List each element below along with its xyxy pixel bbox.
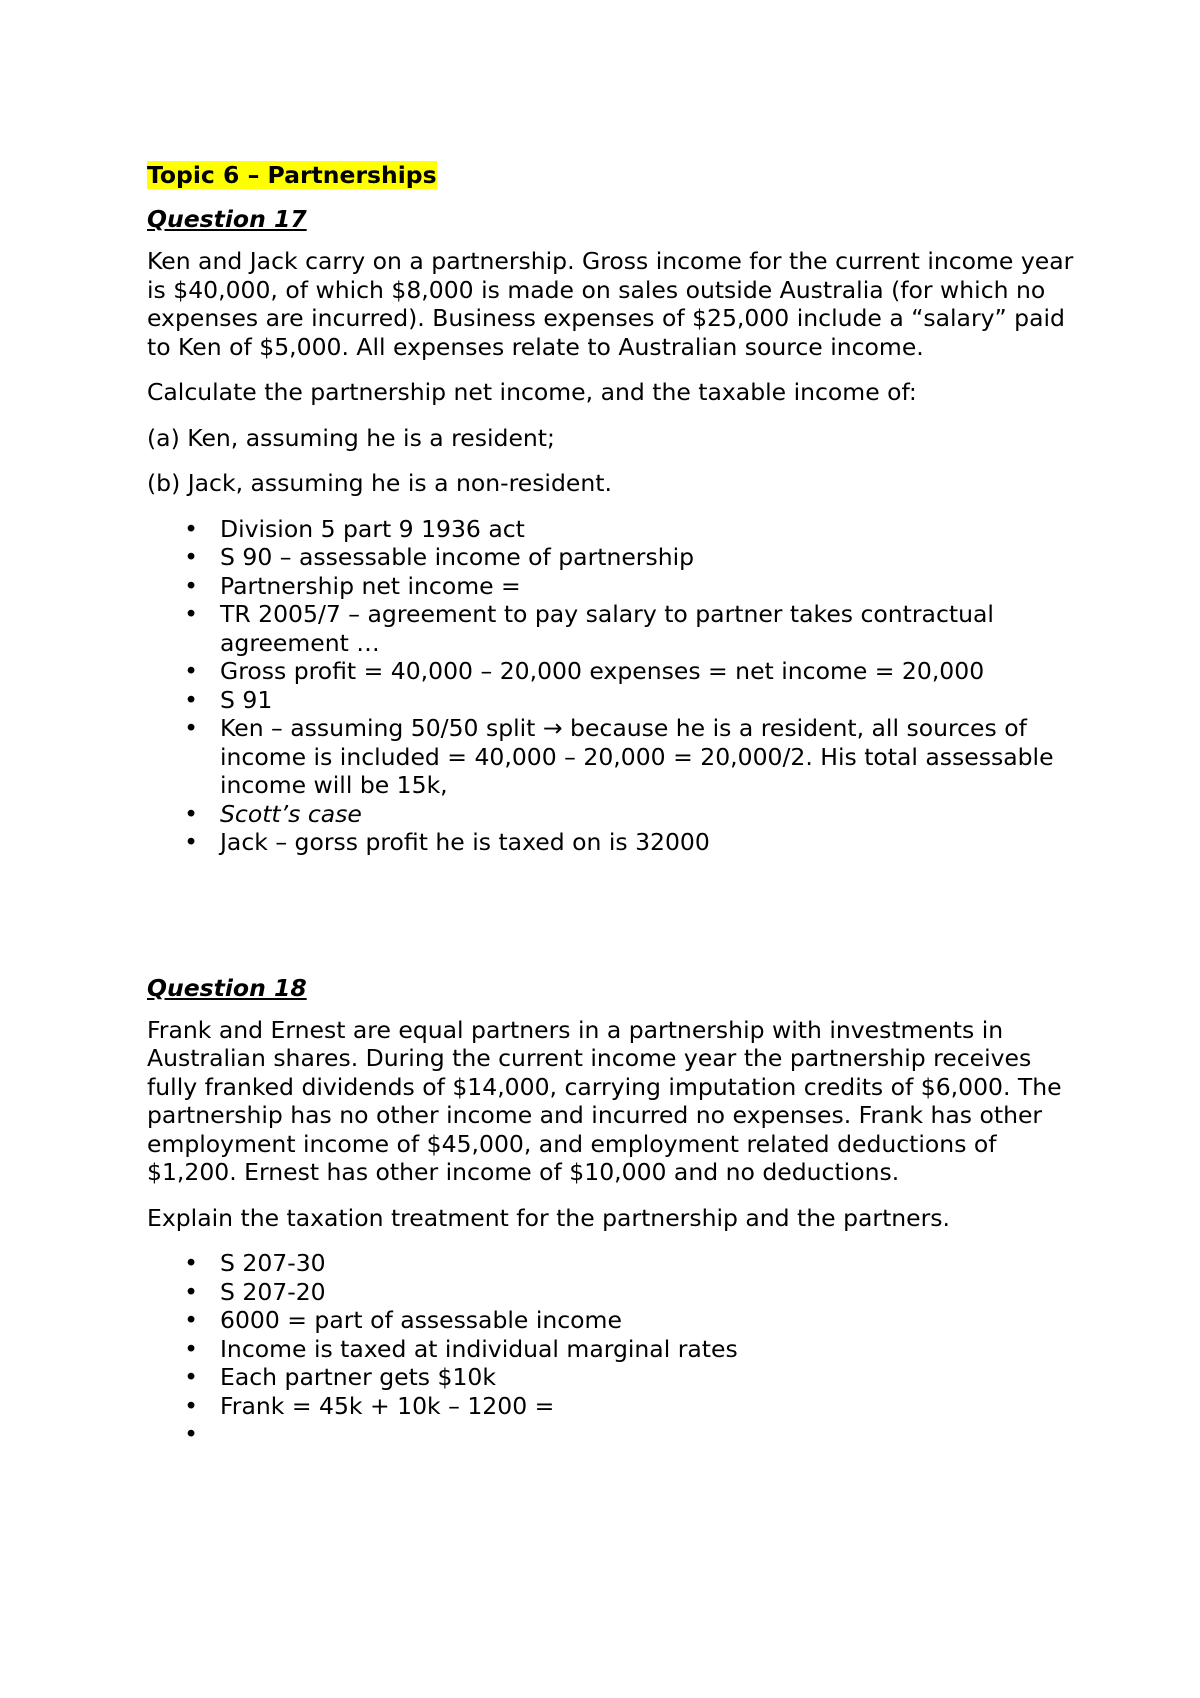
bullet-icon: • [184,799,198,828]
list-item-text: Jack – gorss profit he is taxed on is 32000 [220,828,710,856]
question-18-heading: Question 18 [147,973,307,1002]
bullet-icon: • [184,1391,198,1420]
bullet-icon: • [184,1306,198,1334]
bullet-icon: • [184,1249,198,1277]
list-item-text: Partnership net income = [220,571,521,600]
list-item [147,1249,1077,1278]
topic-heading-text: Topic 6 – Partnerships [147,161,437,189]
question-18-notes [147,1249,1077,1449]
list-item-text: S 91 [220,685,273,714]
list-item-text: Division 5 part 9 1936 act [220,514,525,543]
document-page [147,161,1077,1449]
question-17-heading: Question 17 [147,205,307,233]
list-item [147,572,1077,601]
list-item-text: S 207-20 [220,1277,326,1306]
bullet-icon: • [184,1420,198,1448]
list-item-text: Ken – assuming 50/50 split → because he is a resident, all sources of income is included = 40,000 – 20,000 = 20,000/2. His total assessable income will be 15k, [220,714,1054,799]
list-item-text: Scott’s case [220,799,362,828]
question-17-part-a: (a) Ken, assuming he is a resident; [147,423,555,452]
bullet-icon: • [184,543,198,571]
list-item-text: TR 2005/7 – agreement to pay salary to partner takes contractual agreement … [220,600,994,657]
bullet-icon: • [184,1363,198,1391]
list-item [147,828,1077,857]
list-item [147,657,1077,686]
section-spacer [147,857,1077,974]
list-item [147,1363,1077,1392]
list-item [147,600,1077,657]
list-item-text: S 207-30 [220,1249,326,1277]
bullet-icon: • [184,571,198,600]
list-item [147,1335,1077,1364]
bullet-icon: • [184,685,198,714]
list-item [147,543,1077,572]
bullet-icon: • [184,514,198,543]
list-item-text: S 90 – assessable income of partnership [220,543,695,571]
list-item-text: 6000 = part of assessable income [220,1306,622,1334]
bullet-icon: • [184,1334,198,1363]
bullet-icon: • [184,714,198,742]
list-item-text: Frank = 45k + 10k – 1200 = [220,1391,555,1420]
bullet-icon: • [184,600,198,628]
list-item-text: Each partner gets $10k [220,1363,496,1391]
question-17-prompt: Ken and Jack carry on a partnership. Gross income for the current income year is $40,000, of which $8,000 is made on sales outside Australia (for which no expenses are incurred). Business expenses of $25,000 include a “salary” paid to Ken of $5,000. All expenses relate to Australian source income. [147,247,1074,361]
bullet-icon: • [184,1277,198,1306]
question-17-part-b: (b) Jack, assuming he is a non-resident. [147,469,612,497]
list-item [147,686,1077,715]
list-item-text: Income is taxed at individual marginal rates [220,1334,738,1363]
question-17-instruction: Calculate the partnership net income, and the taxable income of: [147,378,917,406]
list-item [147,1278,1077,1307]
list-item [147,800,1077,829]
question-18-instruction: Explain the taxation treatment for the partnership and the partners. [147,1203,951,1232]
topic-heading [147,161,1077,189]
list-item [147,1392,1077,1421]
list-item [147,1306,1077,1335]
question-17-notes [147,515,1077,857]
question-18-prompt: Frank and Ernest are equal partners in a partnership with investments in Australian shares. During the current income year the partnership receives fully franked dividends of $14,000, carrying imputation credits of $6,000. The partnership has no other income and incurred no expenses. Frank has other employment income of $45,000, and employment related deductions of $1,200. Ernest has other income of $10,000 and no deductions. [147,1015,1062,1186]
bullet-icon: • [184,828,198,856]
list-item [147,1420,1077,1449]
list-item-text: Gross profit = 40,000 – 20,000 expenses = net income = 20,000 [220,657,985,685]
bullet-icon: • [184,657,198,685]
list-item [147,714,1077,800]
list-item [147,515,1077,544]
